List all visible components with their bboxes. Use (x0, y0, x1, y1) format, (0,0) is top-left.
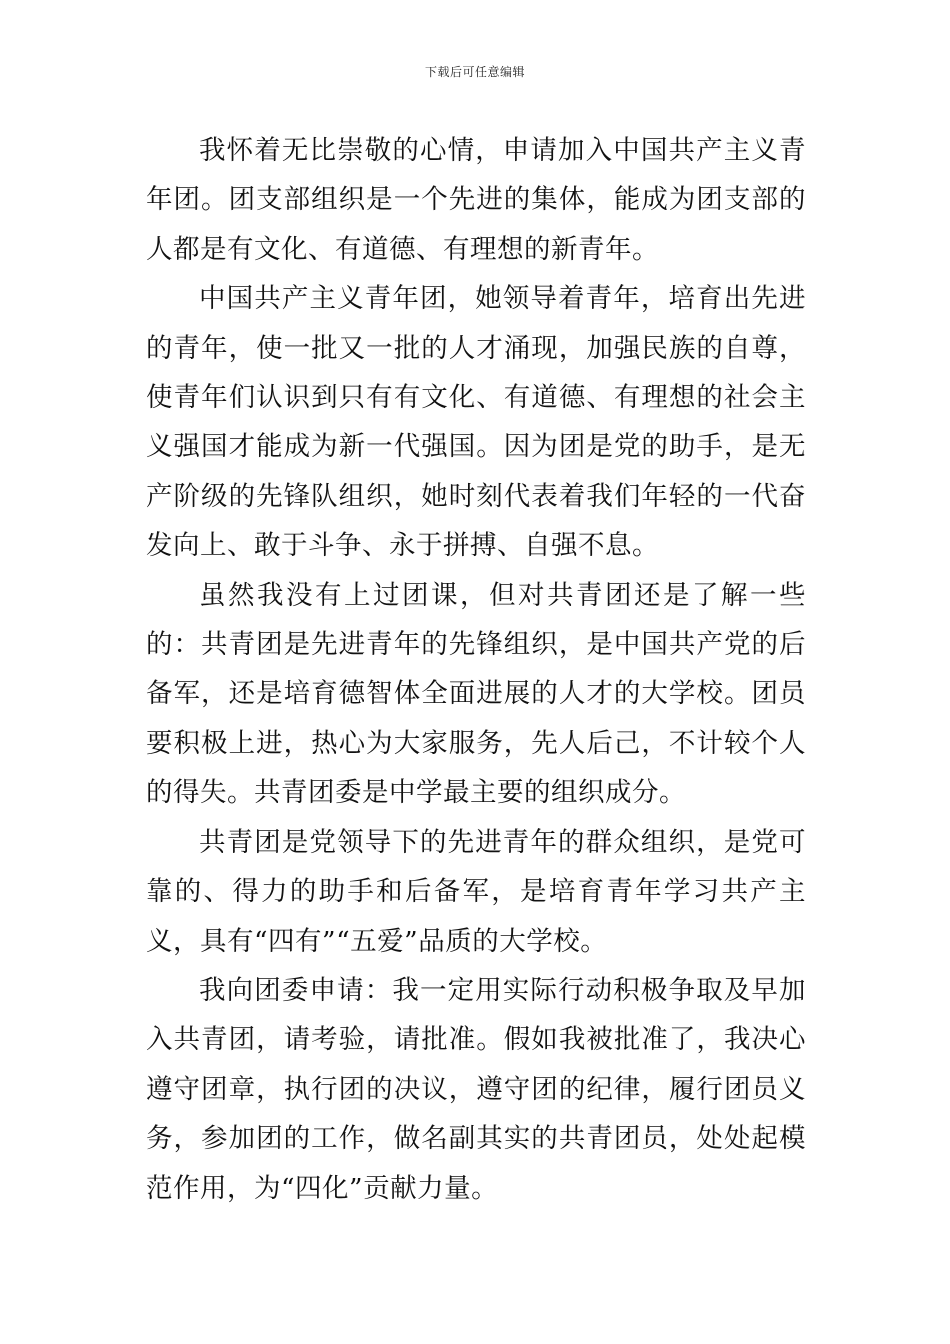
paragraph-5: 我向团委申请：我一定用实际行动积极争取及早加入共青团，请考验，请批准。假如我被批准了，我决心遵守团章，执行团的决议，遵守团的纪律，履行团员义务，参加团的工作，做名副其实的共青团员，处处起模范作用，为“四化”贡献力量。 (146, 974, 806, 1204)
paragraph-1: 我怀着无比崇敬的心情，申请加入中国共产主义青年团。团支部组织是一个先进的集体，能成为团支部的人都是有文化、有道德、有理想的新青年。 (146, 135, 806, 265)
paragraph-2: 中国共产主义青年团，她领导着青年，培育出先进的青年，使一批又一批的人才涌现，加强民族的自尊，使青年们认识到只有有文化、有道德、有理想的社会主义强国才能成为新一代强国。因为团是党的助手，是无产阶级的先锋队组织，她时刻代表着我们年轻的一代奋发向上、敢于斗争、永于拼搏、自强不息。 (146, 283, 806, 562)
document-body (146, 126, 806, 1213)
paragraph-3: 虽然我没有上过团课，但对共青团还是了解一些的：共青团是先进青年的先锋组织，是中国共产党的后备军，还是培育德智体全面进展的人才的大学校。团员要积极上进，热心为大家服务，先人后己，不计较个人的得失。共青团委是中学最主要的组织成分。 (146, 579, 806, 809)
paragraph-4: 共青团是党领导下的先进青年的群众组织，是党可靠的、得力的助手和后备军，是培育青年学习共产主义，具有“四有”“五爱”品质的大学校。 (146, 826, 806, 957)
page-header-note: 下载后可任意编辑 (424, 65, 525, 79)
